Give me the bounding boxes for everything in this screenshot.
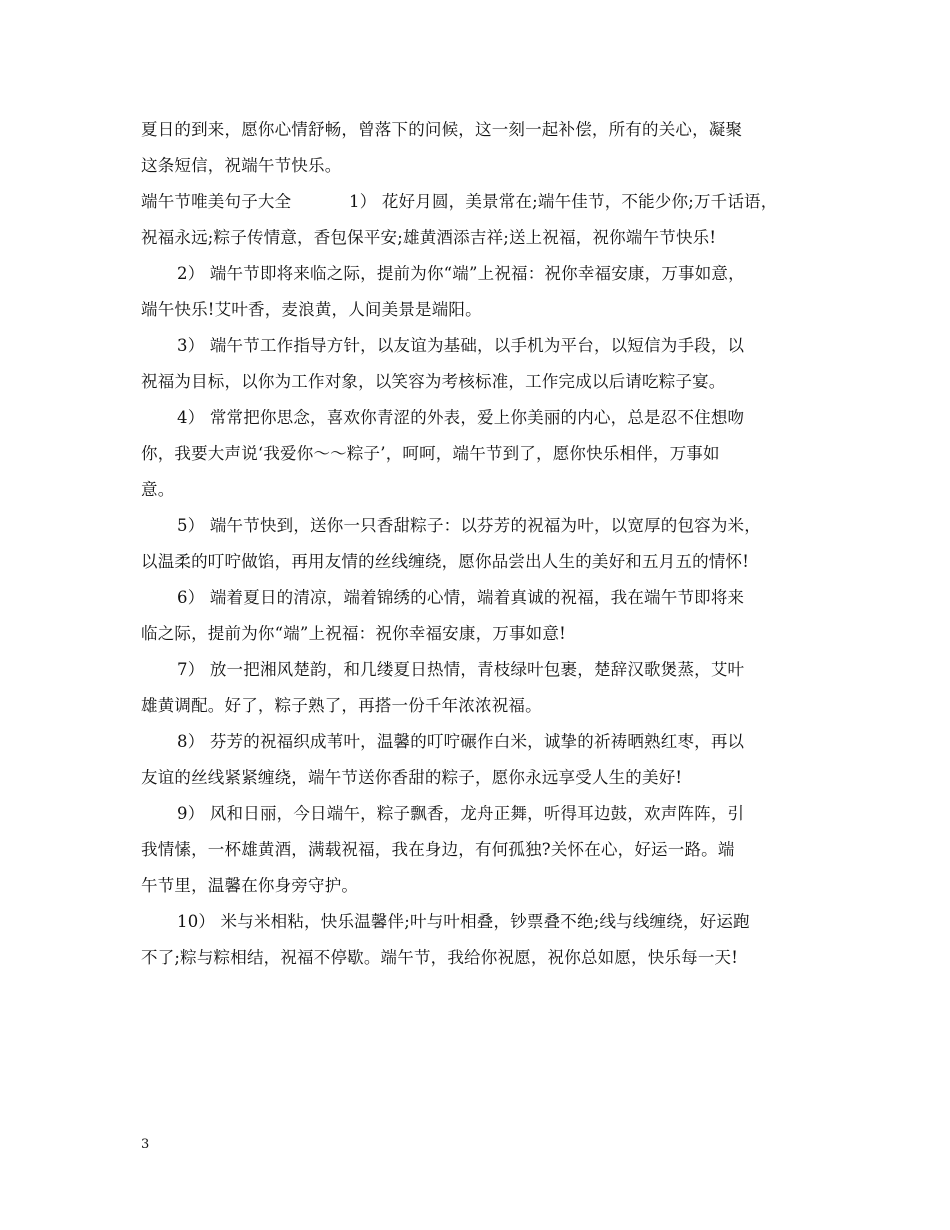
text-line: 这条短信，祝端午节快乐。 [141, 156, 342, 175]
document-body [141, 112, 816, 976]
text-line: 意。 [141, 480, 175, 499]
list-item-start: 4） 常常把你思念，喜欢你青涩的外表，爱上你美丽的内心，总是忍不住想吻 [177, 408, 745, 427]
text-line: 夏日的到来，愿你心情舒畅，曾落下的问候，这一刻一起补偿，所有的关心，凝聚 [141, 120, 743, 139]
text-line: 祝福永远;粽子传情意，香包保平安;雄黄酒添吉祥;送上祝福，祝你端午节快乐! [141, 228, 717, 247]
list-item-start: 10） 米与米相粘，快乐温馨伴;叶与叶相叠，钞票叠不绝;线与线缠绕，好运跑 [177, 912, 750, 931]
text-line: 以温柔的叮咛做馅，再用友情的丝线缠绕，愿你品尝出人生的美好和五月五的情怀! [141, 552, 750, 571]
list-item-start: 9） 风和日丽，今日端午，粽子飘香，龙舟正舞，听得耳边鼓，欢声阵阵，引 [177, 804, 745, 823]
text-line: 雄黄调配。好了，粽子熟了，再搭一份千年浓浓祝福。 [141, 696, 542, 715]
page-number: 3 [141, 1137, 150, 1152]
text-line: 端午快乐!艾叶香，麦浪黄，人间美景是端阳。 [141, 300, 482, 319]
text-line: 不了;粽与粽相结，祝福不停歇。端午节，我给你祝愿，祝你总如愿，快乐每一天! [141, 948, 739, 967]
list-item-start: 2） 端午节即将来临之际，提前为你“端”上祝福：祝你幸福安康，万事如意， [177, 264, 745, 283]
list-item-start: 6） 端着夏日的清凉，端着锦绣的心情，端着真诚的祝福，我在端午节即将来 [177, 588, 745, 607]
text-line: 友谊的丝线紧紧缠绕，端午节送你香甜的粽子，愿你永远享受人生的美好! [141, 768, 683, 787]
text-line: 我情愫，一杯雄黄酒，满载祝福，我在身边，有何孤独?关怀在心，好运一路。端 [141, 840, 735, 859]
text-line [141, 184, 816, 220]
text-line: 祝福为目标，以你为工作对象，以笑容为考核标准，工作完成以后请吃粽子宴。 [141, 372, 726, 391]
text-line: 午节里，温馨在你身旁守护。 [141, 876, 359, 895]
list-item-start: 7） 放一把湘风楚韵，和几缕夏日热情，青枝绿叶包裹，楚辞汉歌煲蒸，艾叶 [177, 660, 745, 679]
list-item-start: 3） 端午节工作指导方针，以友谊为基础，以手机为平台，以短信为手段，以 [177, 336, 745, 355]
text-line: 你，我要大声说‘我爱你～～粽子’，呵呵，端午节到了，愿你快乐相伴，万事如 [141, 444, 720, 463]
list-item-start: 8） 芬芳的祝福织成苇叶，温馨的叮咛碾作白米，诚挚的祈祷晒熟红枣，再以 [177, 732, 745, 751]
section-title: 端午节唯美句子大全 [141, 192, 292, 211]
text-line: 临之际，提前为你“端”上祝福：祝你幸福安康，万事如意! [141, 624, 566, 643]
list-item-start: 5） 端午节快到，送你一只香甜粽子：以芬芳的祝福为叶，以宽厚的包容为米， [177, 516, 761, 535]
item-1-start: 1） 花好月圆，美景常在;端午佳节，不能少你;万千话语， [349, 192, 778, 211]
